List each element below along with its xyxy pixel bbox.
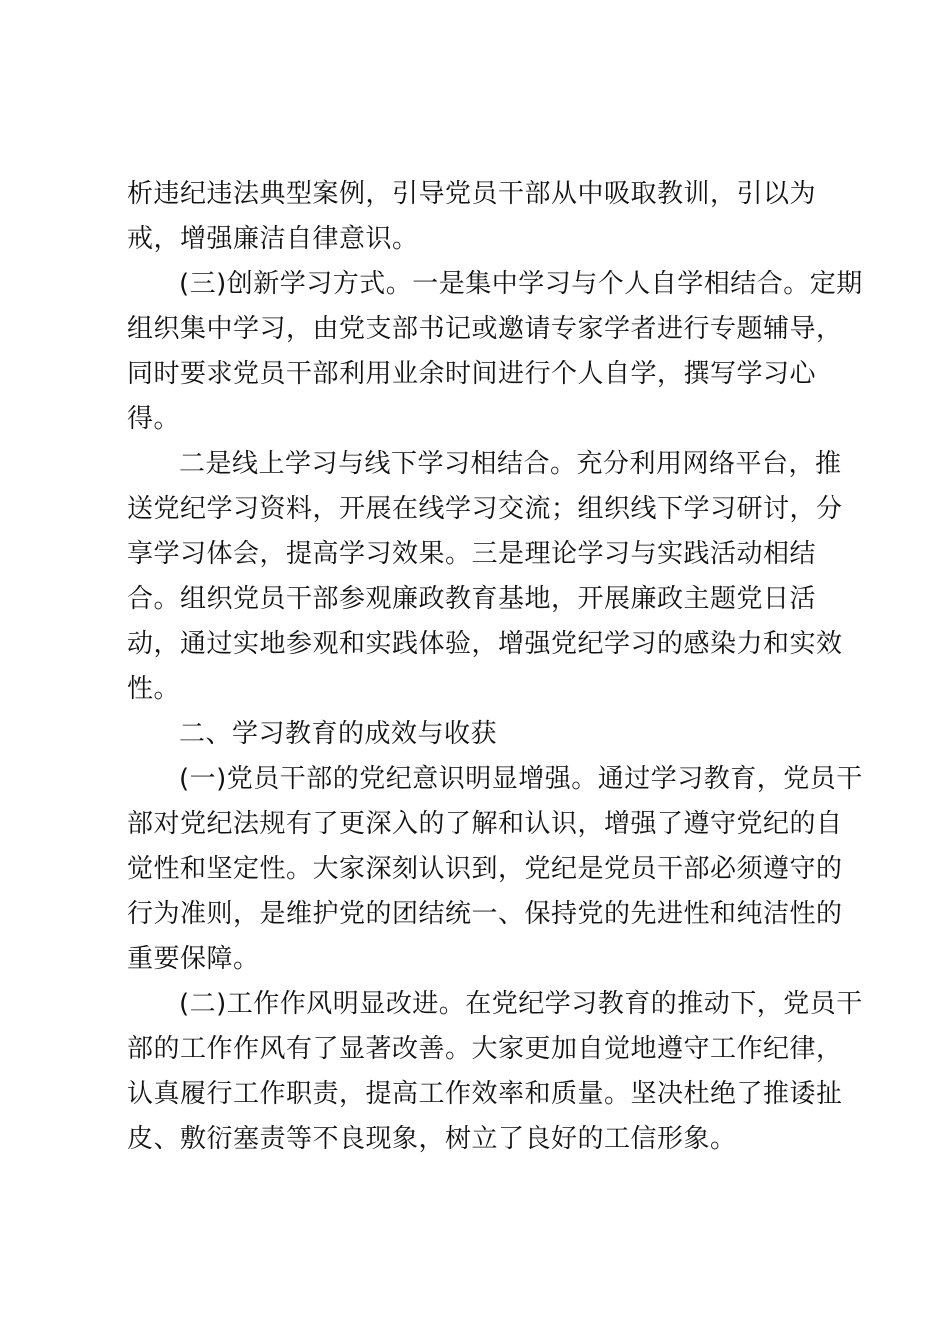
text-line: 动，通过实地参观和实践体验，增强党纪学习的感染力和实效: [127, 629, 843, 659]
text-line: 部的工作作风有了显著改善。大家更加自觉地遵守工作纪律，: [127, 1034, 843, 1064]
text-line: 皮、敷衍塞责等不良现象，树立了良好的工信形象。: [127, 1124, 737, 1154]
text-line: 部对党纪法规有了更深入的了解和认识，增强了遵守党纪的自: [127, 809, 843, 839]
text-line: 享学习体会，提高学习效果。三是理论学习与实践活动相结: [127, 539, 817, 569]
section-heading: 二、学习教育的成效与收获: [179, 719, 498, 749]
paragraph-start-line: (一)党员干部的党纪意识明显增强。通过学习教育，党员干: [179, 764, 863, 794]
text-line: 析违纪违法典型案例，引导党员干部从中吸取教训，引以为: [127, 179, 817, 209]
text-line: 重要保障。: [127, 944, 260, 974]
text-line: 戒，增强廉洁自律意识。: [127, 224, 419, 254]
text-line: 行为准则，是维护党的团结统一、保持党的先进性和纯洁性的: [127, 899, 843, 929]
text-line: 合。组织党员干部参观廉政教育基地，开展廉政主题党日活: [127, 584, 817, 614]
paragraph-start-line: (三)创新学习方式。一是集中学习与个人自学相结合。定期: [179, 269, 863, 299]
text-line: 觉性和坚定性。大家深刻认识到，党纪是党员干部必须遵守的: [127, 854, 843, 884]
text-line: 同时要求党员干部利用业余时间进行个人自学，撰写学习心: [127, 359, 817, 389]
paragraph-start-line: (二)工作作风明显改进。在党纪学习教育的推动下，党员干: [179, 989, 863, 1019]
text-line: 认真履行工作职责，提高工作效率和质量。坚决杜绝了推诿扯: [127, 1079, 843, 1109]
text-line: 性。: [127, 674, 181, 704]
paragraph-start-line: 二是线上学习与线下学习相结合。充分利用网络平台，推: [179, 449, 842, 479]
text-line: 送党纪学习资料，开展在线学习交流；组织线下学习研讨，分: [127, 494, 843, 524]
document-body: [127, 172, 863, 1162]
text-line: 组织集中学习，由党支部书记或邀请专家学者进行专题辅导，: [127, 314, 843, 344]
text-line: 得。: [127, 404, 181, 434]
